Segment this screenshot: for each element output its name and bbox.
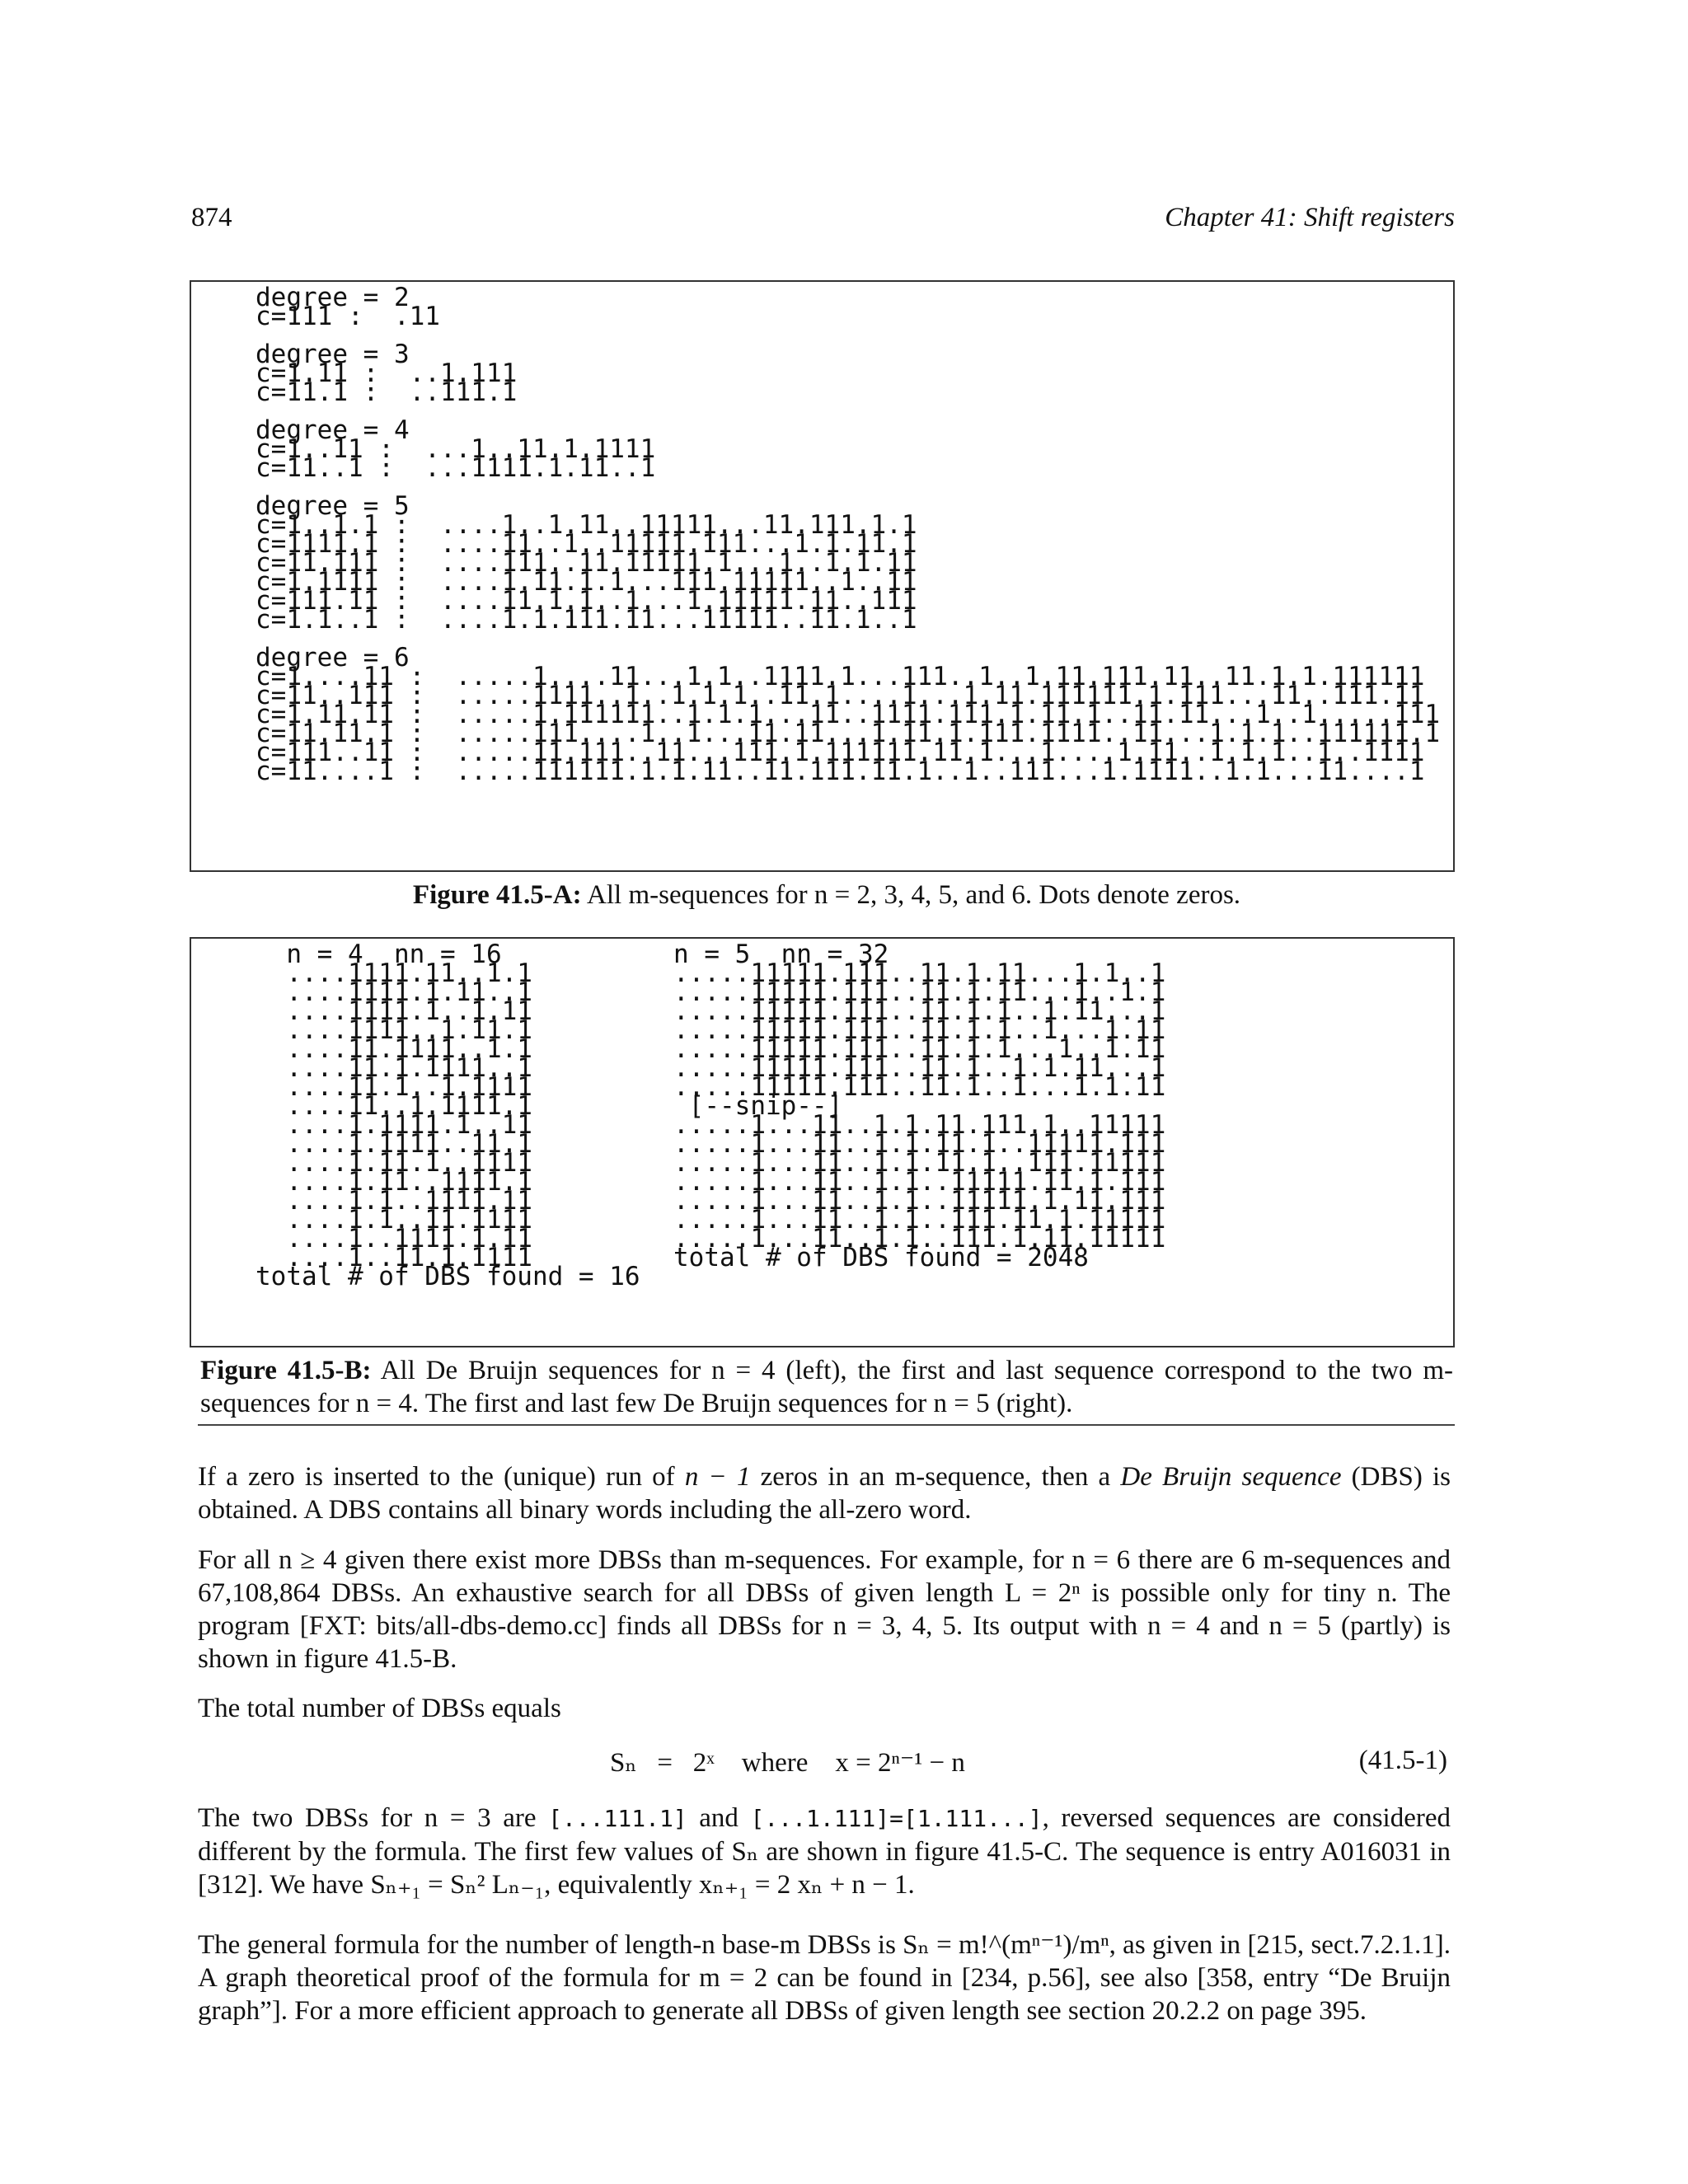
m-sequence-listing: degree = 2 c=111 : .11 degree = 3 c=1.11 : ..1.111 c=11.1 : ..111.1 degree = 4 c=1..11 : ...1..11.1.1111 c=11..1 : ...1111.1.11..1 degree = 5 c=1..1.1 : ....1..1.11..11111...11.111.1.1 c=1111.1 : ....11..1..11111.111...1.1.11.1 c=11.111 : ....111..11.11111.1...1..1.1.11 c=1.1111 : ....1.11.1.1...111.11111..1..11 c=111.11 : ....11.1.1..1...1.11111.11..111 c=1.1..1 : ....1.1.111.11...11111..11.1..1 degree = 6 c=1....11 : .....1....11...1.1..1111.1...111..1..1.11.111.11..11.1.1.111111 c=11..111 : .....1111..1..1.1.1..11.1....1...1.11.111111.1.111...11..111.11 c=1.11.11 : .....1.111111..1.1.1...11..1111.111.1.11.1..11.11...1..1.....111 c=11.11.1 : .....111....1..1...11.11...1.11.1.111.1111..11...1.1.1..111111.1 c=111..11 : .....11.111..11...111.1.111111.11.1...1....1.11..1.1.1..1..1111 c=11....1 : .....111111.1.1.11..11.111.11.1..1..111...1.1111..1.1...11....1 bbox=[256, 283, 1441, 786]
paragraph-text: For all n ≥ 4 given there exist more DBSs than m-sequences. For example, for n = 6 there are 6 m-sequences and 67,108,864 DBSs. An exhaustive search for all DBSs of given length L = 2ⁿ is possible only for tiny n. The program [FXT: bits/all-dbs-demo.cc] finds all DBSs for n = 3, 4, 5. Its output with n = 4 and n = 5 (partly) is shown in figure 41.5-B. bbox=[198, 1545, 1451, 1674]
paragraph-total-number bbox=[198, 1692, 1451, 1725]
paragraph-text: The total number of DBSs equals bbox=[198, 1694, 561, 1723]
paragraph-emphasis: De Bruijn sequence bbox=[1120, 1462, 1342, 1492]
inline-code: [...1.111]=[1.111...] bbox=[750, 1805, 1043, 1832]
paragraph-text: The general formula for the number of length-n base-m DBSs is Sₙ = m!^(mⁿ⁻¹)/mⁿ, as given in [215, sect.7.2.1.1]. A graph theoretical proof of the formula for m = 2 can be found in [234, p.56], see also [358, entry “De Bruijn graph”]. For a more efficient approach to generate all DBSs of given length see section 20.2.2 on page 395. bbox=[198, 1930, 1451, 2026]
figure-41-5-a-caption bbox=[200, 879, 1453, 912]
paragraph-text: zeros in an m-sequence, then a bbox=[750, 1462, 1121, 1492]
caption-label: Figure 41.5-A: bbox=[412, 880, 582, 910]
caption-label: Figure 41.5-B: bbox=[200, 1356, 372, 1385]
figure-divider bbox=[198, 1424, 1455, 1426]
dbs-listing-n4: n = 4 nn = 16 ....1111.11..1.1 ....1111.1.11..1 ....1111.1..1.11 ....1111..1.11.1 ....11.1111..1.1 ....11.1.1111..1 ....11.1..1.1111 ....11..1.1111.1 ....1.1111.1..11 ....1.1111..11.1 ....1.11.1..1111 ....1.11..1111.1 ....1.1..1111.11 ....1.1..11.1111 ....1..1111.1.11 ....1..11.1.1111 total # of DBS found = 16 bbox=[256, 940, 640, 1291]
paragraph-text: (DBS) is obtained. A DBS contains all binary words including the all-zero word. bbox=[198, 1462, 1451, 1525]
paragraph-general-formula bbox=[198, 1929, 1451, 2027]
paragraph-math: n − 1 bbox=[684, 1462, 751, 1492]
figure-41-5-a-frame bbox=[190, 280, 1455, 872]
paragraph-text: If a zero is inserted to the (unique) run of bbox=[198, 1462, 685, 1492]
caption-text: All De Bruijn sequences for n = 4 (left), the first and last sequence correspond to the two m-sequences for n = 4. The first and last few De Bruijn sequences for n = 5 (right). bbox=[200, 1356, 1453, 1418]
equation-number: (41.5-1) bbox=[1358, 1746, 1447, 1775]
paragraph-dbs-definition bbox=[198, 1460, 1451, 1526]
running-head: Chapter 41: Shift registers bbox=[1165, 203, 1455, 232]
figure-41-5-b-frame bbox=[190, 937, 1455, 1347]
paragraph-text: and bbox=[687, 1803, 751, 1833]
page-number: 874 bbox=[191, 203, 232, 232]
dbs-listing-n5: n = 5 nn = 32 .....11111.111..11.1.11...1.1..1 .....11111.111..11.1.11...1..1.1 .....11111.111..11.1.1..1.11...1 .....11111.111..11.1.1..1...1.11 .....11111.111..11.1.1...1..1.11 .....11111.111..11.1..1.1.11...1 .....11111.111..11.1..1...1.1.11 [--snip--] .....1...11..1.1.11.111.1..11111 .....1...11..1.1.11.1..11111.111 .....1...11..1.1.11.1..111.11111 .....1...11..1.1..11111.11.1.111 .....1...11..1.1..11111.1.11.111 .....1...11..1.1..111.11.1.11111 .....1...11..1.1..111.1.11.11111 total # of DBS found = 2048 bbox=[673, 940, 1166, 1272]
paragraph-two-dbs bbox=[198, 1802, 1451, 1901]
paragraph-text: The two DBSs for n = 3 are bbox=[198, 1803, 549, 1833]
figure-41-5-b-caption bbox=[200, 1354, 1453, 1420]
paragraph-exhaustive-search bbox=[198, 1544, 1451, 1675]
inline-code: [...111.1] bbox=[548, 1805, 687, 1832]
caption-text: All m-sequences for n = 2, 3, 4, 5, and 6. Dots denote zeros. bbox=[587, 880, 1241, 910]
equation-body: Sₙ = 2ˣ where x = 2ⁿ⁻¹ − n bbox=[610, 1748, 965, 1778]
paragraph-text: , reversed sequences are considered different by the formula. The first few values of Sₙ are shown in figure 41.5-C. The sequence is entry A016031 in [312]. We have Sₙ₊₁ = Sₙ² Lₙ₋₁, equivalently xₙ₊₁ = 2 xₙ + n − 1. bbox=[198, 1803, 1451, 1900]
